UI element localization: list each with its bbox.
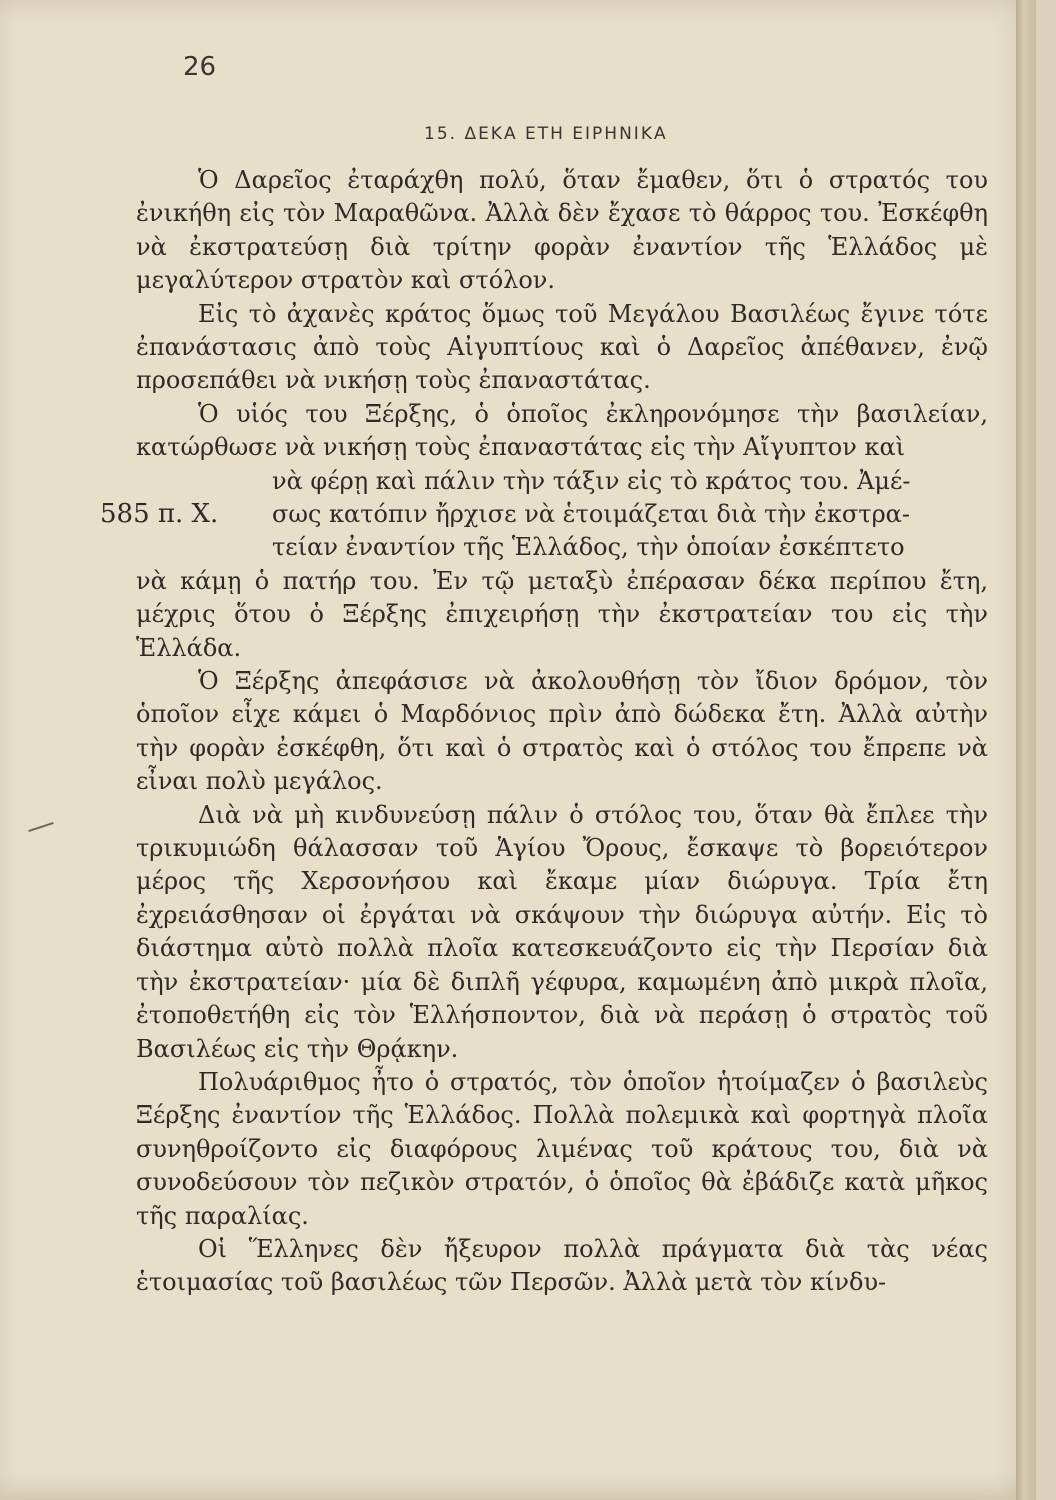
paragraph-7: Οἱ Ἕλληνες δὲν ἤξευρον πολλὰ πράγματα διὰ τὰς νέας ἑτοιμασίας τοῦ βασιλέως τῶν Περσῶν. Ἀλλὰ μετὰ τὸν κίνδυ-	[136, 1234, 988, 1297]
paragraph-5: Διὰ νὰ μὴ κινδυνεύσῃ πάλιν ὁ στόλος του, ὅταν θὰ ἔπλεε τὴν τρικυμιώδη θάλασσαν τοῦ Ἁγίου Ὄρους, ἔσκαψε τὸ βορειότερον μέρος τῆς Χερσονήσου καὶ ἔκαμε μίαν διώρυγα. Τρία ἔτη ἐχρειάσθησαν οἱ ἐργάται νὰ σκάψουν τὴν διώρυγα αὐτήν. Εἰς τὸ διάστημα αὐτὸ πολλὰ πλοῖα κατεσκευάζοντο εἰς τὴν Περσίαν διὰ τὴν ἐκστρατείαν· μία δὲ διπλῆ γέφυρα, καμωμένη ἀπὸ μικρὰ πλοῖα, ἐτοποθετήθη εἰς τὸν Ἑλλήσποντον, διὰ νὰ περάσῃ ὁ στρατὸς τοῦ Βασιλέως εἰς τὴν Θρᾴκην.	[136, 800, 988, 1063]
pencil-mark	[28, 822, 53, 832]
margin-line-1: νὰ φέρῃ καὶ πάλιν τὴν τάξιν εἰς τὸ κράτος του. Ἀμέ-	[272, 466, 911, 495]
section-heading: 15. ΔΕΚΑ ΕΤΗ ΕΙΡΗΝΙΚΑ	[424, 124, 668, 144]
margin-line-2: σως κατόπιν ἤρχισε νὰ ἑτοιμάζεται διὰ τὴν ἐκστρα-	[272, 500, 910, 529]
margin-lines	[272, 465, 988, 565]
paragraph-3-end: νὰ κάμῃ ὁ πατήρ του. Ἐν τῷ μεταξὺ ἐπέρασαν δέκα περίπου ἔτη, μέχρις ὅτου ὁ Ξέρξης ἐπιχειρήσῃ τὴν ἐκστρατείαν του εἰς τὴν Ἑλλάδα.	[136, 566, 988, 662]
margin-date-text: 585 π. Χ.	[100, 498, 219, 529]
margin-date-block	[100, 465, 988, 565]
body-text	[100, 164, 988, 1300]
paragraph-3-start: Ὁ υἱός του Ξέρξης, ὁ ὁποῖος ἐκληρονόμησε τὴν βασιλείαν, κατώρθωσε νὰ νικήσῃ τοὺς ἐπαναστάτας εἰς τὴν Αἴγυπτον καὶ	[136, 399, 988, 462]
paragraph-4: Ὁ Ξέρξης ἀπεφάσισε νὰ ἀκολουθήσῃ τὸν ἴδιον δρόμον, τὸν ὁποῖον εἶχε κάμει ὁ Μαρδόνιος πρὶν ἀπὸ δώδεκα ἔτη. Ἀλλὰ αὐτὴν τὴν φορὰν ἐσκέφθη, ὅτι καὶ ὁ στρατὸς καὶ ὁ στόλος του ἔπρεπε νὰ εἶναι πολὺ μεγάλος.	[136, 667, 988, 796]
margin-date	[100, 465, 272, 565]
margin-line-3: τείαν ἐναντίον τῆς Ἑλλάδος, τὴν ὁποίαν ἐσκέπτετο	[272, 533, 905, 562]
page-edge	[1016, 0, 1036, 1500]
page-number: 26	[183, 52, 217, 82]
paragraph-1: Ὁ Δαρεῖος ἐταράχθη πολύ, ὅταν ἔμαθεν, ὅτι ὁ στρατός του ἐνικήθη εἰς τὸν Μαραθῶνα. Ἀλλὰ δὲν ἔχασε τὸ θάρρος του. Ἐσκέφθη νὰ ἐκστρατεύσῃ διὰ τρίτην φορὰν ἐναντίον τῆς Ἑλλάδος μὲ μεγαλύτερον στρατὸν καὶ στόλον.	[136, 166, 988, 295]
paragraph-2: Εἰς τὸ ἀχανὲς κράτος ὅμως τοῦ Μεγάλου Βασιλέως ἔγινε τότε ἐπανάστασις ἀπὸ τοὺς Αἰγυπτίους καὶ ὁ Δαρεῖος ἀπέθανεν, ἐνῷ προσεπάθει νὰ νικήσῃ τοὺς ἐπαναστάτας.	[136, 299, 988, 395]
paragraph-6: Πολυάριθμος ἦτο ὁ στρατός, τὸν ὁποῖον ἡτοίμαζεν ὁ βασιλεὺς Ξέρξης ἐναντίον τῆς Ἑλλάδος. Πολλὰ πολεμικὰ καὶ φορτηγὰ πλοῖα συνηθροίζοντο εἰς διαφόρους λιμένας τοῦ κράτους του, διὰ νὰ συνοδεύσουν τὸν πεζικὸν στρατόν, ὁ ὁποῖος θὰ ἐβάδιζε κατὰ μῆκος τῆς παραλίας.	[136, 1067, 988, 1230]
